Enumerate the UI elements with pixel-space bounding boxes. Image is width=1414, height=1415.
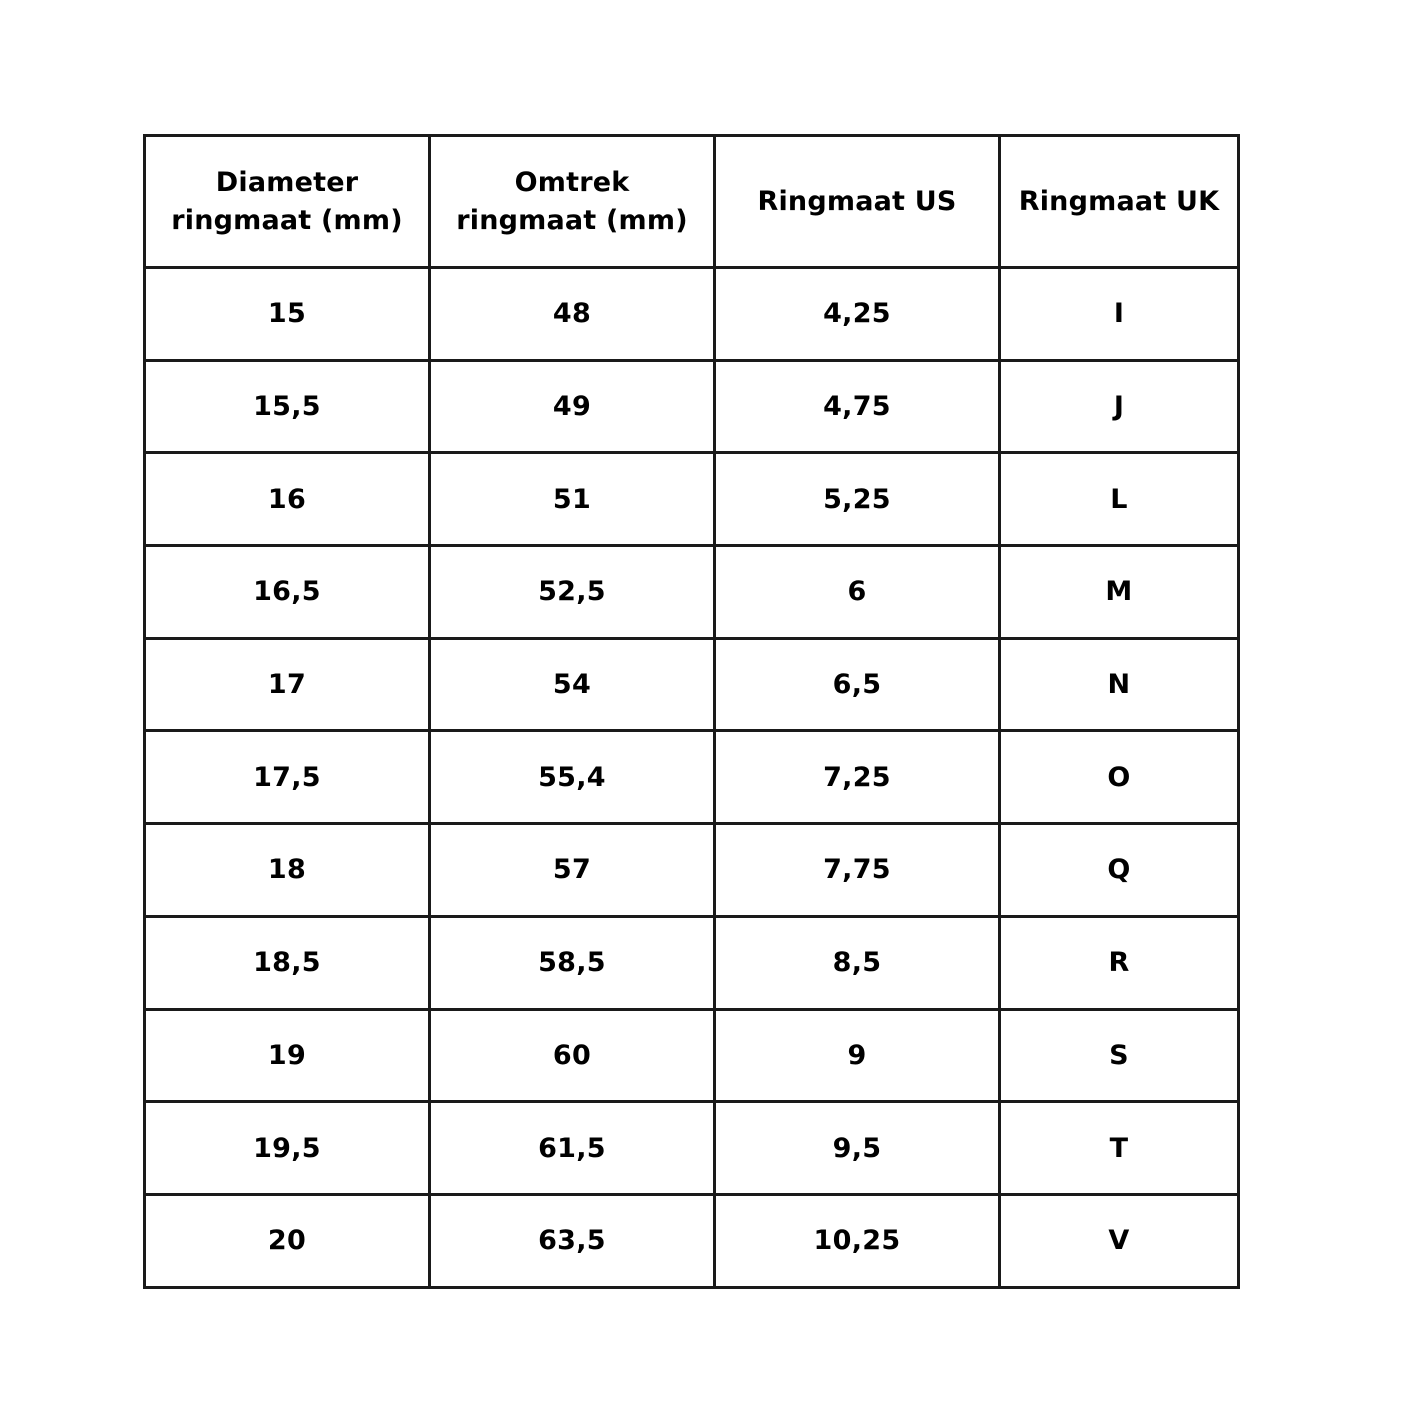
header-row [145,136,1239,268]
cell-uk-size: J [1000,360,1239,453]
ring-size-table [143,134,1240,1289]
cell-circumference: 60 [430,1009,715,1102]
cell-us-size: 6,5 [715,638,1000,731]
cell-diameter: 16,5 [145,546,430,639]
header-uk-size [1000,136,1239,268]
table-row [145,638,1239,731]
cell-us-size: 5,25 [715,453,1000,546]
cell-uk-size: L [1000,453,1239,546]
cell-us-size: 9 [715,1009,1000,1102]
cell-diameter: 18 [145,824,430,917]
table-row [145,731,1239,824]
cell-circumference: 63,5 [430,1194,715,1287]
cell-uk-size: T [1000,1102,1239,1195]
header-diameter-line-1: Diameter [215,166,359,198]
cell-circumference: 51 [430,453,715,546]
header-uk-size-line-1: Ringmaat UK [1018,185,1220,217]
table-row [145,824,1239,917]
cell-circumference: 55,4 [430,731,715,824]
cell-uk-size: M [1000,546,1239,639]
header-diameter-line-2: ringmaat (mm) [171,204,403,236]
cell-diameter: 19,5 [145,1102,430,1195]
cell-diameter: 16 [145,453,430,546]
cell-circumference: 48 [430,268,715,361]
cell-us-size: 7,25 [715,731,1000,824]
cell-us-size: 6 [715,546,1000,639]
header-circumference [430,136,715,268]
cell-circumference: 58,5 [430,916,715,1009]
cell-us-size: 4,25 [715,268,1000,361]
table-row [145,1102,1239,1195]
cell-us-size: 10,25 [715,1194,1000,1287]
header-us-size [715,136,1000,268]
table-body [145,268,1239,1288]
table-row [145,1009,1239,1102]
header-us-size-line-1: Ringmaat US [757,185,957,217]
cell-uk-size: S [1000,1009,1239,1102]
table-row [145,453,1239,546]
table-row [145,1194,1239,1287]
cell-circumference: 61,5 [430,1102,715,1195]
cell-uk-size: V [1000,1194,1239,1287]
cell-diameter: 18,5 [145,916,430,1009]
cell-us-size: 9,5 [715,1102,1000,1195]
cell-circumference: 49 [430,360,715,453]
cell-diameter: 15,5 [145,360,430,453]
cell-circumference: 52,5 [430,546,715,639]
table-row [145,360,1239,453]
cell-diameter: 19 [145,1009,430,1102]
cell-circumference: 57 [430,824,715,917]
cell-diameter: 17 [145,638,430,731]
header-circumference-line-1: Omtrek [514,166,630,198]
header-diameter [145,136,430,268]
cell-us-size: 7,75 [715,824,1000,917]
cell-uk-size: Q [1000,824,1239,917]
header-circumference-line-2: ringmaat (mm) [456,204,688,236]
cell-us-size: 4,75 [715,360,1000,453]
table-row [145,916,1239,1009]
cell-us-size: 8,5 [715,916,1000,1009]
cell-uk-size: N [1000,638,1239,731]
cell-uk-size: R [1000,916,1239,1009]
cell-uk-size: I [1000,268,1239,361]
cell-circumference: 54 [430,638,715,731]
cell-diameter: 20 [145,1194,430,1287]
cell-uk-size: O [1000,731,1239,824]
table-row [145,268,1239,361]
cell-diameter: 17,5 [145,731,430,824]
table-header [145,136,1239,268]
table-row [145,546,1239,639]
cell-diameter: 15 [145,268,430,361]
